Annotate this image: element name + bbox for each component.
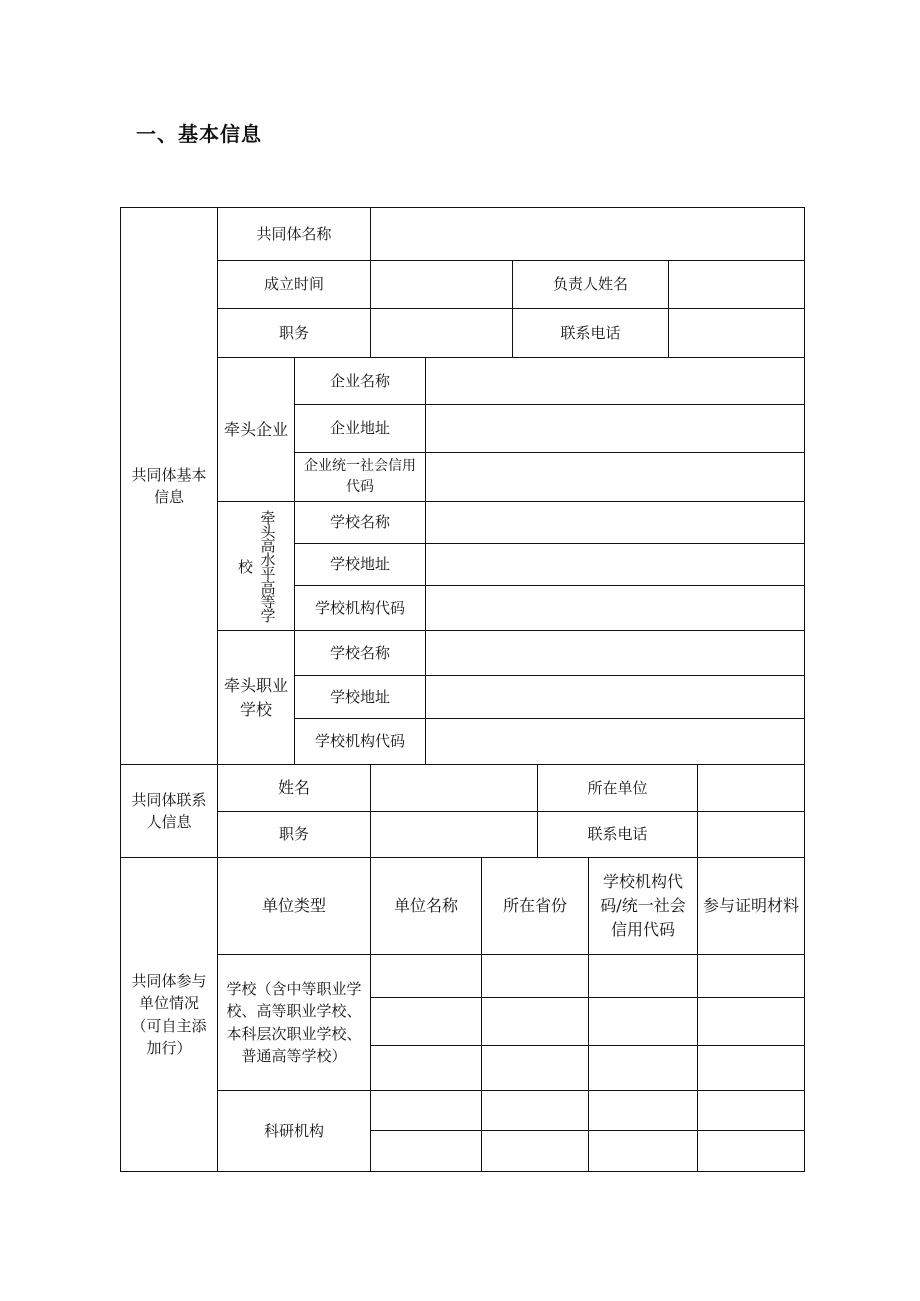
enterprise-credit-code-input[interactable] — [425, 452, 805, 502]
vocational-address-input[interactable] — [425, 675, 805, 719]
school-row-3-name[interactable] — [370, 1045, 482, 1091]
enterprise-address-input[interactable] — [425, 404, 805, 453]
phone-label-text: 联系电话 — [560, 323, 621, 342]
university-name-label-text: 学校名称 — [329, 513, 390, 532]
header-province-text: 所在省份 — [502, 896, 567, 915]
university-address-input[interactable] — [425, 543, 805, 586]
enterprise-name-label — [294, 357, 426, 405]
enterprise-name-label-text: 企业名称 — [329, 371, 390, 390]
contact-phone-label — [537, 811, 698, 858]
section-basic-info-label — [120, 207, 218, 765]
vocational-name-label — [294, 630, 426, 676]
contact-phone-label-text: 联系电话 — [587, 825, 648, 844]
lead-enterprise-label — [217, 357, 295, 502]
row-research-type — [217, 1090, 371, 1172]
research-row-1-code[interactable] — [588, 1090, 698, 1131]
research-row-1-province[interactable] — [481, 1090, 589, 1131]
school-row-2-proof[interactable] — [697, 997, 805, 1046]
community-name-label-text: 共同体名称 — [256, 224, 332, 243]
enterprise-credit-code-label — [294, 452, 426, 502]
lead-university-label-text: 牵头高水平高等学校 — [236, 510, 277, 622]
school-row-1-province[interactable] — [481, 954, 589, 998]
community-name-label — [217, 207, 371, 261]
vocational-code-input[interactable] — [425, 718, 805, 765]
header-proof — [697, 857, 805, 955]
header-unit-type — [217, 857, 371, 955]
lead-vocational-label — [217, 630, 295, 765]
research-row-2-province[interactable] — [481, 1130, 589, 1172]
university-address-label — [294, 543, 426, 586]
founded-date-input[interactable] — [370, 260, 513, 309]
contact-unit-input[interactable] — [697, 764, 805, 812]
school-row-1-code[interactable] — [588, 954, 698, 998]
row-research-type-text: 科研机构 — [263, 1121, 324, 1140]
header-unit-name — [370, 857, 482, 955]
leader-name-input[interactable] — [668, 260, 805, 309]
contact-unit-label — [537, 764, 698, 812]
enterprise-address-label — [294, 404, 426, 453]
enterprise-credit-code-label-text: 企业统一社会信用代码 — [304, 458, 416, 495]
contact-name-input[interactable] — [370, 764, 538, 812]
founded-date-label-text: 成立时间 — [263, 275, 324, 294]
school-row-1-proof[interactable] — [697, 954, 805, 998]
contact-position-label — [217, 811, 371, 858]
school-row-2-name[interactable] — [370, 997, 482, 1046]
university-name-input[interactable] — [425, 501, 805, 544]
row-school-type-text: 学校（含中等职业学校、高等职业学校、本科层次职业学校、普通高等学校） — [226, 979, 362, 1065]
vocational-address-label-text: 学校地址 — [329, 687, 390, 706]
school-row-2-code[interactable] — [588, 997, 698, 1046]
vocational-address-label — [294, 675, 426, 719]
contact-unit-label-text: 所在单位 — [587, 778, 648, 797]
community-name-input[interactable] — [370, 207, 805, 261]
section-participants-label-text: 共同体参与单位情况（可自主添加行） — [131, 971, 207, 1057]
university-address-label-text: 学校地址 — [329, 555, 390, 574]
research-row-1-proof[interactable] — [697, 1090, 805, 1131]
enterprise-name-input[interactable] — [425, 357, 805, 405]
position-label-text: 职务 — [278, 323, 309, 342]
contact-name-label — [217, 764, 371, 812]
header-unit-type-text: 单位类型 — [261, 896, 326, 915]
lead-university-label — [217, 501, 295, 631]
phone-label — [512, 308, 669, 358]
lead-enterprise-label-text: 牵头企业 — [223, 419, 288, 439]
vocational-code-label — [294, 718, 426, 765]
section-contact-label — [120, 764, 218, 858]
school-row-3-code[interactable] — [588, 1045, 698, 1091]
university-code-label-text: 学校机构代码 — [314, 598, 405, 617]
contact-position-label-text: 职务 — [278, 825, 309, 844]
position-input[interactable] — [370, 308, 513, 358]
contact-name-label-text: 姓名 — [277, 778, 310, 797]
phone-input[interactable] — [668, 308, 805, 358]
enterprise-address-label-text: 企业地址 — [329, 419, 390, 438]
university-code-label — [294, 585, 426, 631]
contact-phone-input[interactable] — [697, 811, 805, 858]
university-name-label — [294, 501, 426, 544]
section-contact-label-text: 共同体联系人信息 — [131, 790, 207, 831]
school-row-1-name[interactable] — [370, 954, 482, 998]
school-row-3-proof[interactable] — [697, 1045, 805, 1091]
research-row-1-name[interactable] — [370, 1090, 482, 1131]
leader-name-label-text: 负责人姓名 — [552, 275, 628, 294]
header-code-text: 学校机构代码/统一社会信用代码 — [600, 872, 686, 939]
school-row-2-province[interactable] — [481, 997, 589, 1046]
lead-vocational-label-text: 牵头职业学校 — [223, 675, 288, 719]
header-code — [588, 857, 698, 955]
research-row-2-code[interactable] — [588, 1130, 698, 1172]
school-row-3-province[interactable] — [481, 1045, 589, 1091]
university-code-input[interactable] — [425, 585, 805, 631]
vocational-code-label-text: 学校机构代码 — [314, 732, 405, 751]
page-heading: 一、基本信息 — [136, 122, 262, 146]
research-row-2-name[interactable] — [370, 1130, 482, 1172]
vocational-name-label-text: 学校名称 — [329, 643, 390, 662]
leader-name-label — [512, 260, 669, 309]
research-row-2-proof[interactable] — [697, 1130, 805, 1172]
header-province — [481, 857, 589, 955]
section-basic-info-text: 共同体基本信息 — [131, 465, 207, 506]
section-participants-label — [120, 857, 218, 1172]
position-label — [217, 308, 371, 358]
vocational-name-input[interactable] — [425, 630, 805, 676]
founded-date-label — [217, 260, 371, 309]
header-unit-name-text: 单位名称 — [393, 896, 458, 915]
header-proof-text: 参与证明材料 — [703, 896, 800, 915]
contact-position-input[interactable] — [370, 811, 538, 858]
row-school-type — [217, 954, 371, 1091]
